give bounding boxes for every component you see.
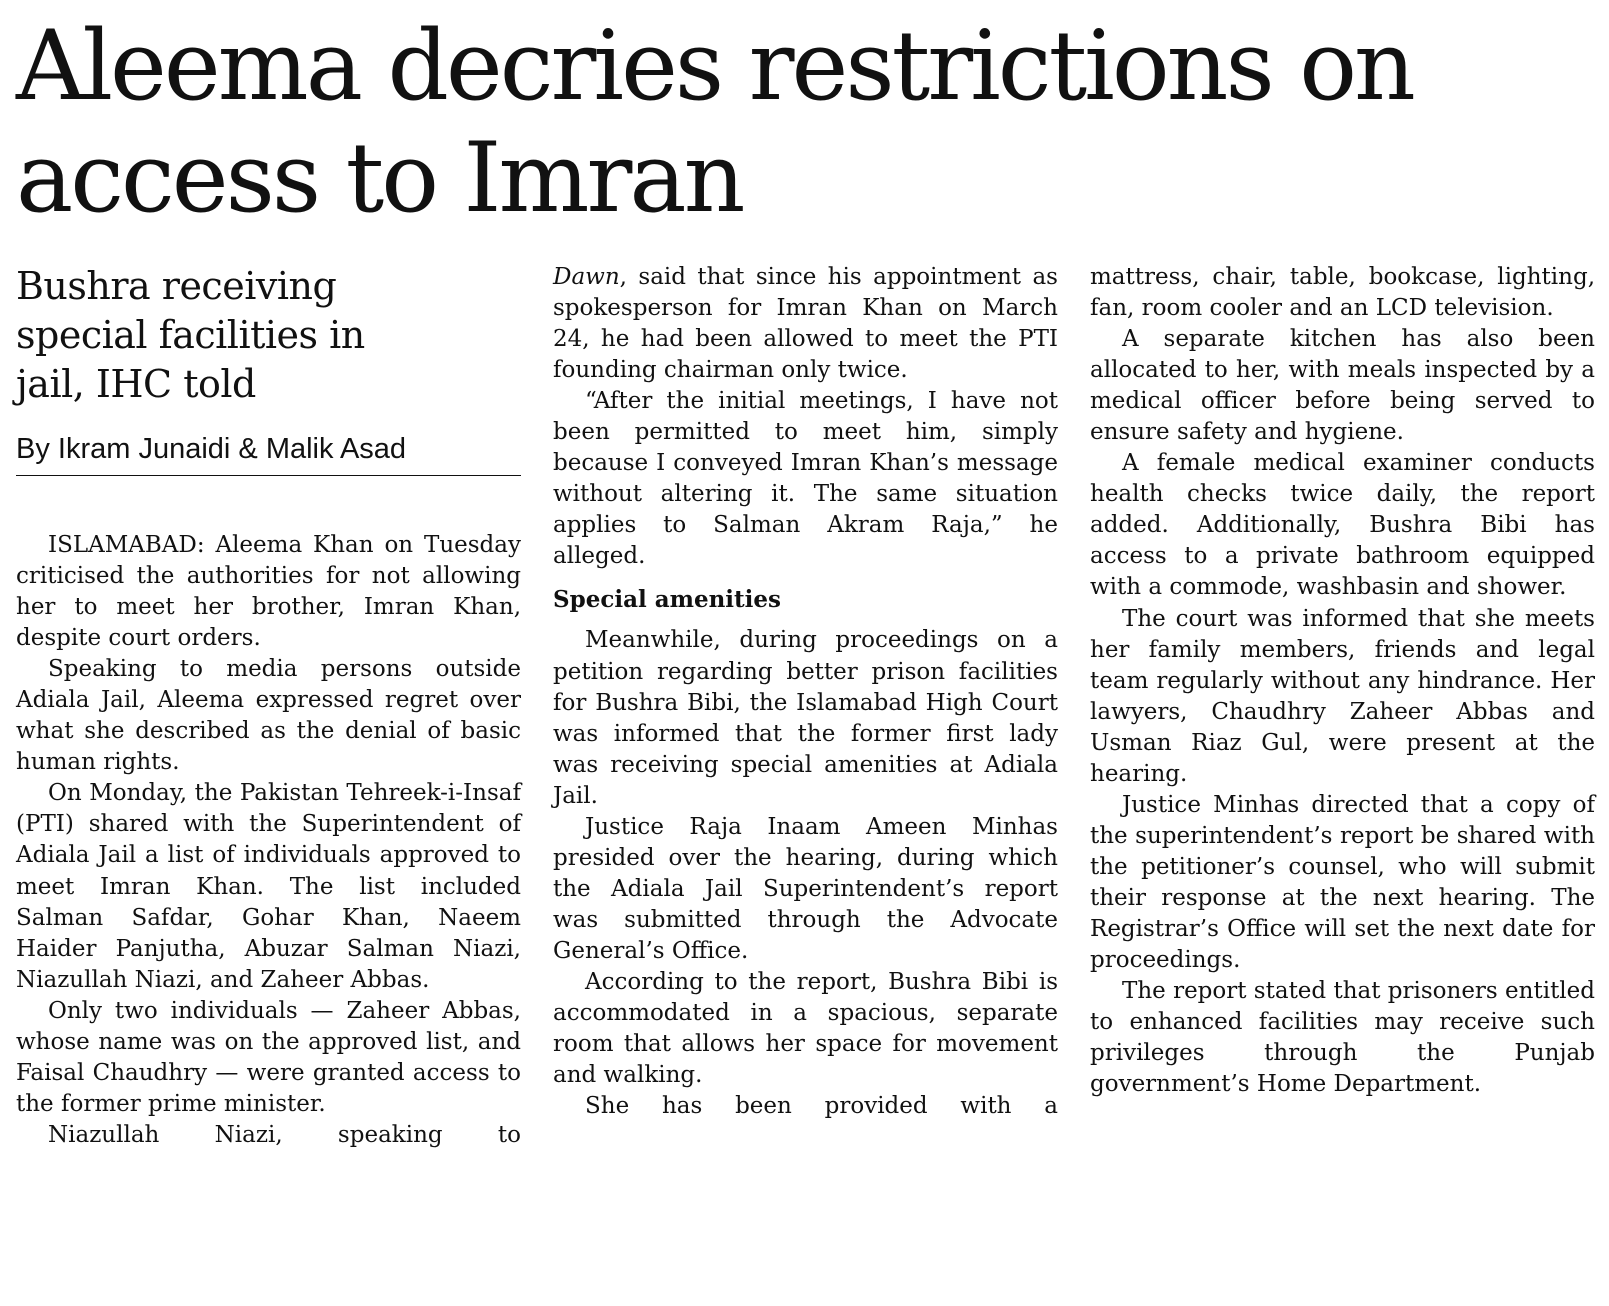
paragraph: Meanwhile, during proceedings on a petition regarding better prison facilities for Bushra Bibi, the Islamabad High Court was informed that the former first lady was receiving special amenities at Adiala Jail.: [553, 627, 1058, 809]
paragraph: Speaking to media persons outside Adiala Jail, Aleema expressed regret over what she described as the denial of basic human rights.: [16, 656, 521, 776]
subheadline: Bushra receiving special facilities in jail, IHC told: [16, 264, 365, 406]
section-heading: Special amenities: [553, 586, 781, 614]
paragraph: She has been provided with a: [585, 1093, 1058, 1120]
newspaper-name: Dawn: [553, 264, 620, 290]
column-2: [553, 262, 1058, 1122]
paragraph-continued: mattress, chair, table, bookcase, lighting, fan, room cooler and an LCD television.: [1090, 264, 1595, 322]
paragraph: ISLAMABAD: Aleema Khan on Tuesday criticised the authorities for not allowing her to meet her brother, Imran Khan, despite court orders.: [16, 532, 521, 652]
paragraph: On Monday, the Pakistan Tehreek-i-Insaf (PTI) shared with the Superintendent of Adiala Jail a list of individuals approved to meet Imran Khan. The list included Salman Safdar, Gohar Khan, Naeem Haider Panjutha, Abuzar Salman Niazi, Niazullah Niazi, and Zaheer Abbas.: [16, 780, 521, 993]
paragraph: “After the initial meetings, I have not been permitted to meet him, simply because I conveyed Imran Khan’s message without altering it. The same situation applies to Salman Akram Raja,” he alleged.: [553, 388, 1058, 570]
paragraph: Only two individuals — Zaheer Abbas, whose name was on the approved list, and Faisal Chaudhry — were granted access to the former prime minister.: [16, 997, 521, 1117]
paragraph: A separate kitchen has also been allocated to her, with meals inspected by a medical officer before being served to ensure safety and hygiene.: [1090, 326, 1595, 446]
paragraph: Niazullah Niazi, speaking to: [48, 1121, 521, 1148]
paragraph-text: , said that since his appointment as spokesperson for Imran Khan on March 24, he had been allowed to meet the PTI founding chairman only twice.: [553, 264, 1058, 384]
paragraph-continued: [553, 262, 1058, 386]
paragraph: The report stated that prisoners entitled to enhanced facilities may receive such privileges through the Punjab government’s Home Department.: [1090, 978, 1595, 1098]
paragraph: According to the report, Bushra Bibi is accommodated in a spacious, separate room that allows her space for movement and walking.: [553, 968, 1058, 1089]
headline: Aleema decries restrictions on access to Imran: [16, 10, 1413, 234]
column-1-text: [16, 530, 521, 1151]
paragraph: The court was informed that she meets her family members, friends and legal team regularly without any hindrance. Her lawyers, Chaudhry Zaheer Abbas and Usman Riaz Gul, were present at the hearing.: [1090, 605, 1595, 787]
paragraph: A female medical examiner conducts health checks twice daily, the report added. Additionally, Bushra Bibi has access to a private bathroom equipped with a commode, washbasin and shower.: [1090, 450, 1595, 601]
paragraph: Justice Minhas directed that a copy of the superintendent’s report be shared with the petitioner’s counsel, who will submit their response at the next hearing. The Registrar’s Office will set the next date for proceedings.: [1090, 791, 1595, 974]
byline: By Ikram Junaidi & Malik Asad: [16, 431, 521, 476]
column-1: [16, 262, 521, 1151]
column-3: [1090, 262, 1595, 1100]
paragraph: Justice Raja Inaam Ameen Minhas presided over the hearing, during which the Adiala Jail Superintendent’s report was submitted through the Advocate General’s Office.: [553, 813, 1058, 964]
